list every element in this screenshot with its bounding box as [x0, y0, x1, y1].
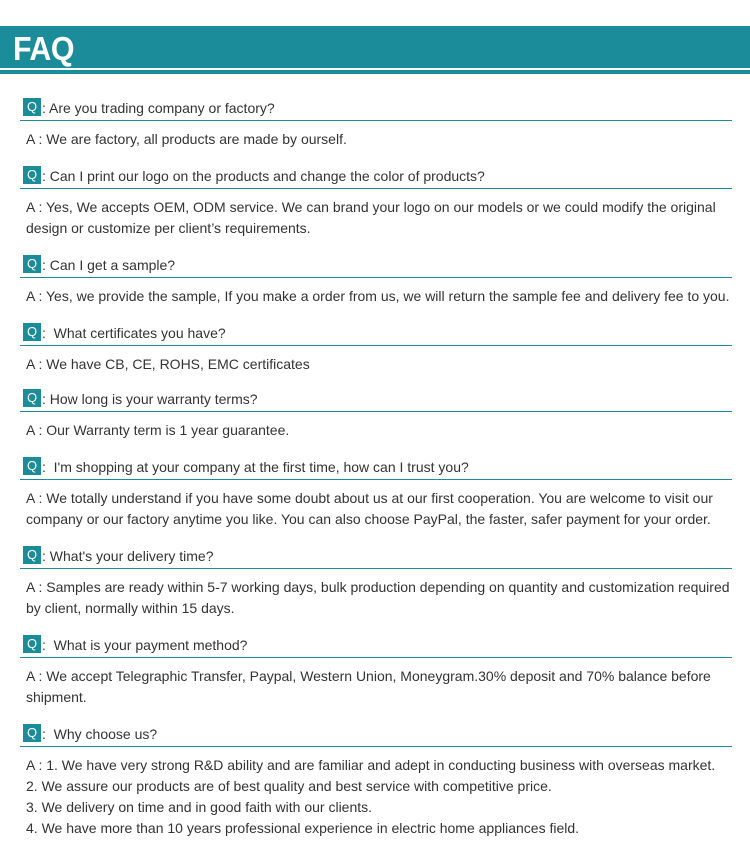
question-text: : Can I print our logo on the products and change the color of products?: [42, 168, 485, 184]
question-text: : What's your delivery time?: [42, 548, 214, 564]
faq-answer: [26, 488, 738, 530]
q-badge-icon: Q: [23, 255, 41, 273]
faq-answer: [26, 666, 738, 708]
answer-line: 4. We have more than 10 years professional experience in electric home appliances field.: [26, 820, 580, 836]
faq-answer: [26, 286, 738, 307]
answer-line: A : Yes, We accepts OEM, ODM service. We can brand your logo on our models or we could modify the original: [26, 199, 716, 215]
q-badge-icon: Q: [23, 546, 41, 564]
question-text: : I'm shopping at your company at the first time, how can I trust you?: [42, 459, 469, 475]
faq-question: [20, 255, 732, 278]
q-badge-icon: Q: [23, 635, 41, 653]
answer-line: design or customize per client’s requirements.: [26, 220, 311, 236]
q-badge-icon: Q: [23, 166, 41, 184]
faq-answer: [26, 420, 738, 441]
q-badge-icon: Q: [23, 98, 41, 116]
q-badge-icon: Q: [23, 724, 41, 742]
answer-line: 3. We delivery on time and in good faith with our clients.: [26, 799, 373, 815]
answer-line: shipment.: [26, 689, 87, 705]
q-badge-icon: Q: [23, 323, 41, 341]
faq-answer: [26, 577, 738, 619]
faq-question: [20, 389, 732, 412]
faq-answer: [26, 354, 738, 375]
answer-line: A : We have CB, CE, ROHS, EMC certificates: [26, 356, 310, 372]
faq-question: [20, 323, 732, 346]
answer-line: by client, normally within 15 days.: [26, 600, 235, 616]
faq-question: [20, 724, 732, 747]
faq-question: [20, 635, 732, 658]
question-text: : Are you trading company or factory?: [42, 100, 275, 116]
faq-question: [20, 546, 732, 569]
faq-question: [20, 98, 732, 121]
faq-answer: [26, 129, 738, 150]
answer-line: 2. We assure our products are of best quality and best service with competitive price.: [26, 778, 552, 794]
question-text: : Why choose us?: [42, 726, 158, 742]
answer-line: A : Samples are ready within 5-7 working days, bulk production depending on quantity and customization required: [26, 579, 730, 595]
q-badge-icon: Q: [23, 457, 41, 475]
q-badge-icon: Q: [23, 389, 41, 407]
question-text: : Can I get a sample?: [42, 257, 176, 273]
answer-line: A : Yes, we provide the sample, If you make a order from us, we will return the sample fee and delivery fee to you.: [26, 288, 730, 304]
faq-banner: [0, 26, 750, 68]
answer-line: A : We are factory, all products are made by ourself.: [26, 131, 347, 147]
faq-question: [20, 457, 732, 480]
faq-answer: [26, 755, 738, 839]
question-text: : What certificates you have?: [42, 325, 226, 341]
answer-line: A : We accept Telegraphic Transfer, Paypal, Western Union, Moneygram.30% deposit and 70% balance before: [26, 668, 711, 684]
answer-line: company or our factory anytime you like. You can also choose PayPal, the faster, safer payment for your order.: [26, 511, 711, 527]
answer-line: A : Our Warranty term is 1 year guarantee.: [26, 422, 290, 438]
answer-line: A : We totally understand if you have some doubt about us at our first cooperation. You are welcome to visit our: [26, 490, 713, 506]
faq-answer: [26, 197, 738, 239]
page-title: FAQ: [13, 30, 75, 67]
banner-underline: [0, 70, 750, 74]
faq-question: [20, 166, 732, 189]
answer-line: A : 1. We have very strong R&D ability and are familiar and adept in conducting business with overseas market.: [26, 757, 716, 773]
question-text: : What is your payment method?: [42, 637, 248, 653]
question-text: : How long is your warranty terms?: [42, 391, 258, 407]
